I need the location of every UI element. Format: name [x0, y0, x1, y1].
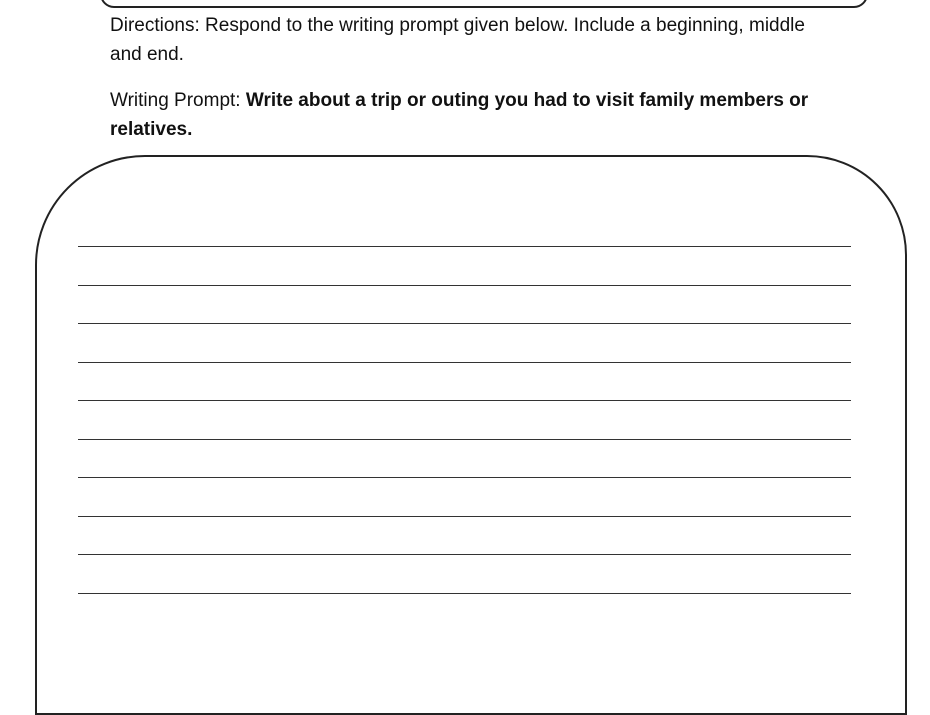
prompt-label: Writing Prompt: — [110, 90, 246, 111]
directions-text — [110, 11, 810, 69]
writing-line-4[interactable] — [78, 362, 851, 363]
writing-line-2[interactable] — [78, 285, 851, 286]
prompt-text: Write about a trip or outing you had to visit family members or relatives. — [110, 90, 809, 140]
writing-line-9[interactable] — [78, 554, 851, 555]
writing-line-8[interactable] — [78, 516, 851, 517]
writing-line-3[interactable] — [78, 323, 851, 324]
writing-line-10[interactable] — [78, 593, 851, 594]
header-frame — [100, 0, 868, 8]
directions-label: Directions: Respond to the writing prompt given below. Include a beginning, middle and end. — [110, 15, 805, 65]
writing-line-7[interactable] — [78, 477, 851, 478]
writing-line-5[interactable] — [78, 400, 851, 401]
writing-area-border — [35, 155, 907, 715]
writing-line-1[interactable] — [78, 246, 851, 247]
writing-line-6[interactable] — [78, 439, 851, 440]
writing-prompt — [110, 86, 830, 144]
